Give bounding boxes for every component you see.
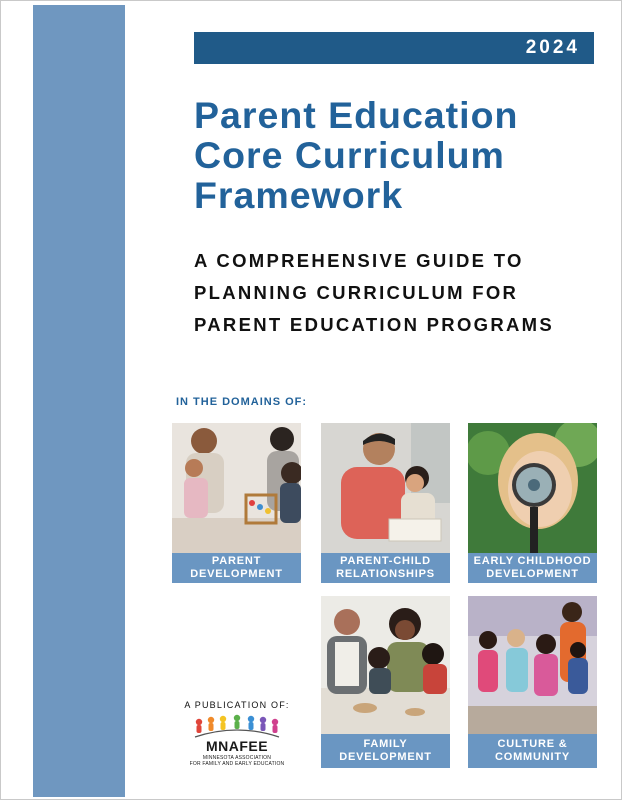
domain-caption: [321, 734, 450, 768]
caption-line: PARENT: [211, 555, 262, 567]
title-line: Core Curriculum: [194, 134, 505, 176]
logo-subtitle-line: FOR FAMILY AND EARLY EDUCATION: [189, 761, 285, 767]
child-magnifying-glass-photo: [468, 423, 597, 553]
caption-line: DEVELOPMENT: [190, 568, 283, 580]
caption-line: FAMILY: [363, 738, 408, 750]
publication-label: A PUBLICATION OF:: [184, 700, 290, 710]
title-line: Framework: [194, 174, 404, 216]
subtitle: [194, 245, 614, 341]
mnafee-logo: [189, 713, 285, 773]
domain-caption: [172, 553, 301, 583]
family-photo: [172, 423, 301, 553]
domain-tile-parent-development: [172, 423, 301, 583]
community-group-photo: [468, 596, 597, 736]
subtitle-line: PLANNING CURRICULUM FOR: [194, 282, 519, 303]
domain-tile-family-development: [321, 596, 450, 768]
domain-tile-culture-community: [468, 596, 597, 768]
domain-caption: [468, 734, 597, 768]
caption-line: DEVELOPMENT: [486, 568, 579, 580]
caption-line: CULTURE &: [497, 738, 568, 750]
subtitle-line: A COMPREHENSIVE GUIDE TO: [194, 250, 524, 271]
logo-name: MNAFEE: [205, 738, 269, 754]
caption-line: EARLY CHILDHOOD: [473, 555, 592, 567]
page-title: [194, 95, 614, 215]
year-banner: 2024: [194, 32, 594, 64]
caption-line: RELATIONSHIPS: [336, 568, 435, 580]
people-chain-icon: [189, 713, 285, 739]
logo-subtitle-line: MINNESOTA ASSOCIATION: [202, 755, 272, 761]
domain-caption: [321, 553, 450, 583]
domains-heading: IN THE DOMAINS OF:: [176, 396, 308, 408]
domain-tile-early-childhood-development: [468, 423, 597, 583]
title-line: Parent Education: [194, 94, 519, 136]
caption-line: DEVELOPMENT: [339, 751, 432, 763]
caption-line: COMMUNITY: [494, 751, 571, 763]
caption-line: PARENT-CHILD: [340, 555, 431, 567]
father-daughter-reading-photo: [321, 423, 450, 553]
domain-tile-parent-child-relationships: [321, 423, 450, 583]
logo-subtitle: [189, 755, 285, 767]
family-baking-photo: [321, 596, 450, 736]
subtitle-line: PARENT EDUCATION PROGRAMS: [194, 314, 555, 335]
side-color-band: [33, 5, 125, 797]
domain-caption: [468, 553, 597, 583]
